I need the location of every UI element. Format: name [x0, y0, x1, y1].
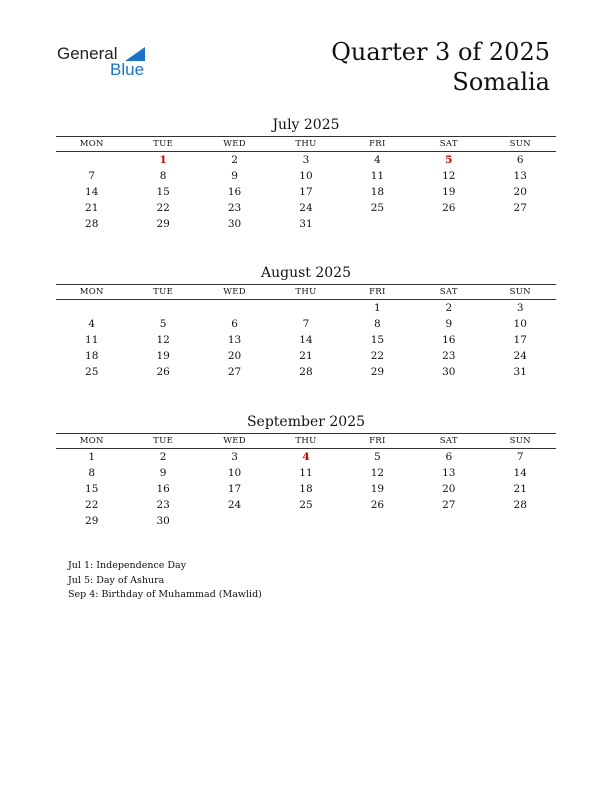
- week-row: [56, 348, 556, 364]
- weekday-label: SAT: [439, 436, 458, 446]
- weekday-label: SUN: [509, 139, 531, 149]
- week-row: [56, 364, 556, 380]
- week-row: [56, 152, 556, 168]
- weekday-label: MON: [79, 287, 104, 297]
- day-cell: 12: [156, 334, 170, 346]
- weekday-label: SUN: [509, 436, 531, 446]
- weekday-header: [56, 433, 556, 449]
- day-cell: 3: [231, 451, 238, 463]
- day-cell: 20: [442, 483, 456, 495]
- day-cell: 17: [513, 334, 527, 346]
- week-row: [56, 465, 556, 481]
- day-cell: 24: [513, 350, 527, 362]
- day-cell: 12: [442, 170, 456, 182]
- day-cell: 7: [516, 451, 524, 463]
- day-cell: 1: [374, 302, 381, 314]
- weekday-label: THU: [295, 287, 317, 297]
- day-cell: 7: [302, 318, 310, 330]
- day-cell: 5: [374, 451, 381, 463]
- weekday-label: THU: [295, 139, 317, 149]
- weekday-label: FRI: [369, 287, 386, 297]
- weekday-label: FRI: [369, 139, 386, 149]
- day-cell: 2: [231, 154, 238, 166]
- day-cell: 6: [516, 154, 524, 166]
- day-cell: 28: [299, 366, 313, 378]
- month-september: [56, 413, 556, 529]
- day-cell: 14: [513, 467, 527, 479]
- day-cell: 12: [370, 467, 385, 479]
- day-cell: 16: [227, 186, 242, 198]
- day-cell: 30: [442, 366, 456, 378]
- day-cell: 18: [299, 483, 313, 495]
- weekday-header: [56, 284, 556, 300]
- day-cell: 13: [442, 467, 456, 479]
- weekday-header: [56, 136, 556, 152]
- day-cell: 6: [445, 451, 453, 463]
- day-cell: 9: [159, 467, 167, 479]
- day-cell: 15: [85, 483, 99, 495]
- holiday-note: Jul 1: Independence Day: [68, 560, 187, 571]
- day-cell: 2: [159, 451, 167, 463]
- day-cell: 29: [370, 366, 385, 378]
- day-cell: 19: [156, 350, 170, 362]
- day-cell: 20: [227, 350, 242, 362]
- day-cell: 6: [231, 318, 238, 330]
- day-cell: 2: [445, 302, 453, 314]
- day-cell: 22: [370, 350, 385, 362]
- weekday-label: MON: [79, 139, 104, 149]
- day-cell: 11: [299, 467, 313, 479]
- page-title: [331, 37, 550, 97]
- week-row: [56, 200, 556, 216]
- day-cell: 11: [370, 170, 385, 182]
- day-cell: 17: [227, 483, 242, 495]
- logo-triangle-icon: [125, 47, 145, 61]
- day-cell: 5: [159, 318, 167, 330]
- weekday-label: SUN: [509, 287, 531, 297]
- week-row: [56, 216, 556, 232]
- day-cell: 24: [299, 202, 313, 214]
- holiday-day-cell: 1: [159, 154, 167, 166]
- weekday-label: THU: [295, 436, 317, 446]
- weekday-label: MON: [79, 436, 104, 446]
- day-cell: 4: [374, 154, 381, 166]
- weekday-label: WED: [223, 436, 246, 446]
- week-row: [56, 449, 556, 465]
- day-cell: 26: [156, 366, 170, 378]
- day-cell: 3: [302, 154, 310, 166]
- day-cell: 8: [159, 170, 167, 182]
- day-cell: 4: [88, 318, 96, 330]
- day-cell: 7: [88, 170, 96, 182]
- day-cell: 13: [227, 334, 242, 346]
- day-cell: 30: [227, 218, 242, 230]
- week-row: [56, 184, 556, 200]
- logo-word-blue: Blue: [110, 60, 145, 79]
- holiday-day-cell: 4: [302, 451, 310, 463]
- week-row: [56, 316, 556, 332]
- day-cell: 23: [156, 499, 170, 511]
- day-cell: 27: [227, 366, 242, 378]
- week-row: [56, 300, 556, 316]
- day-cell: 18: [370, 186, 385, 198]
- holiday-note: Jul 5: Day of Ashura: [68, 574, 165, 586]
- day-cell: 25: [299, 499, 313, 511]
- day-cell: 14: [299, 334, 313, 346]
- day-cell: 16: [442, 334, 456, 346]
- day-cell: 1: [88, 451, 96, 463]
- week-row: [56, 497, 556, 513]
- day-cell: 11: [85, 334, 99, 346]
- day-cell: 14: [85, 186, 99, 198]
- day-cell: 29: [156, 218, 170, 230]
- day-cell: 13: [513, 170, 527, 182]
- weekday-label: FRI: [369, 436, 386, 446]
- day-cell: 21: [513, 483, 527, 495]
- day-cell: 9: [445, 318, 453, 330]
- day-cell: 18: [85, 350, 99, 362]
- day-cell: 23: [442, 350, 456, 362]
- week-row: [56, 332, 556, 348]
- day-cell: 30: [156, 515, 170, 527]
- holiday-day-cell: 5: [445, 154, 453, 166]
- day-cell: 10: [227, 467, 242, 479]
- day-cell: 20: [513, 186, 527, 198]
- day-cell: 28: [513, 499, 527, 511]
- day-cell: 28: [85, 218, 99, 230]
- month-july: [56, 116, 556, 232]
- day-cell: 26: [370, 499, 385, 511]
- day-cell: 3: [516, 302, 524, 314]
- month-title: August 2025: [261, 265, 351, 281]
- week-row: [56, 168, 556, 184]
- day-cell: 15: [156, 186, 170, 198]
- day-cell: 25: [370, 202, 385, 214]
- week-row: [56, 481, 556, 497]
- logo-word-general: General: [57, 44, 118, 63]
- day-cell: 19: [370, 483, 385, 495]
- day-cell: 29: [85, 515, 99, 527]
- day-cell: 23: [227, 202, 242, 214]
- day-cell: 19: [442, 186, 456, 198]
- weekday-label: SAT: [439, 287, 458, 297]
- day-cell: 31: [299, 218, 313, 230]
- day-cell: 15: [370, 334, 385, 346]
- day-cell: 22: [156, 202, 170, 214]
- month-title: July 2025: [272, 117, 340, 133]
- weekday-label: TUE: [153, 139, 174, 149]
- month-august: [56, 264, 556, 380]
- weekday-label: WED: [223, 287, 246, 297]
- day-cell: 22: [85, 499, 99, 511]
- generalblue-logo: [57, 44, 157, 84]
- day-cell: 26: [442, 202, 456, 214]
- day-cell: 9: [231, 170, 238, 182]
- day-cell: 27: [442, 499, 456, 511]
- weekday-label: TUE: [153, 436, 174, 446]
- weekday-label: SAT: [439, 139, 458, 149]
- day-cell: 25: [85, 366, 99, 378]
- weekday-label: WED: [223, 139, 246, 149]
- quarter-title: Quarter 3 of 2025: [331, 38, 550, 66]
- week-row: [56, 513, 556, 529]
- holiday-notes: [68, 559, 262, 603]
- day-cell: 17: [299, 186, 313, 198]
- day-cell: 16: [156, 483, 170, 495]
- day-cell: 8: [88, 467, 96, 479]
- country-title: Somalia: [452, 68, 550, 96]
- weekday-label: TUE: [153, 287, 174, 297]
- day-cell: 10: [513, 318, 527, 330]
- day-cell: 21: [299, 350, 313, 362]
- day-cell: 10: [299, 170, 313, 182]
- day-cell: 31: [513, 366, 527, 378]
- day-cell: 24: [227, 499, 242, 511]
- month-title: September 2025: [246, 414, 366, 430]
- day-cell: 8: [374, 318, 381, 330]
- day-cell: 27: [513, 202, 527, 214]
- holiday-note: Sep 4: Birthday of Muhammad (Mawlid): [68, 589, 262, 600]
- day-cell: 21: [85, 202, 99, 214]
